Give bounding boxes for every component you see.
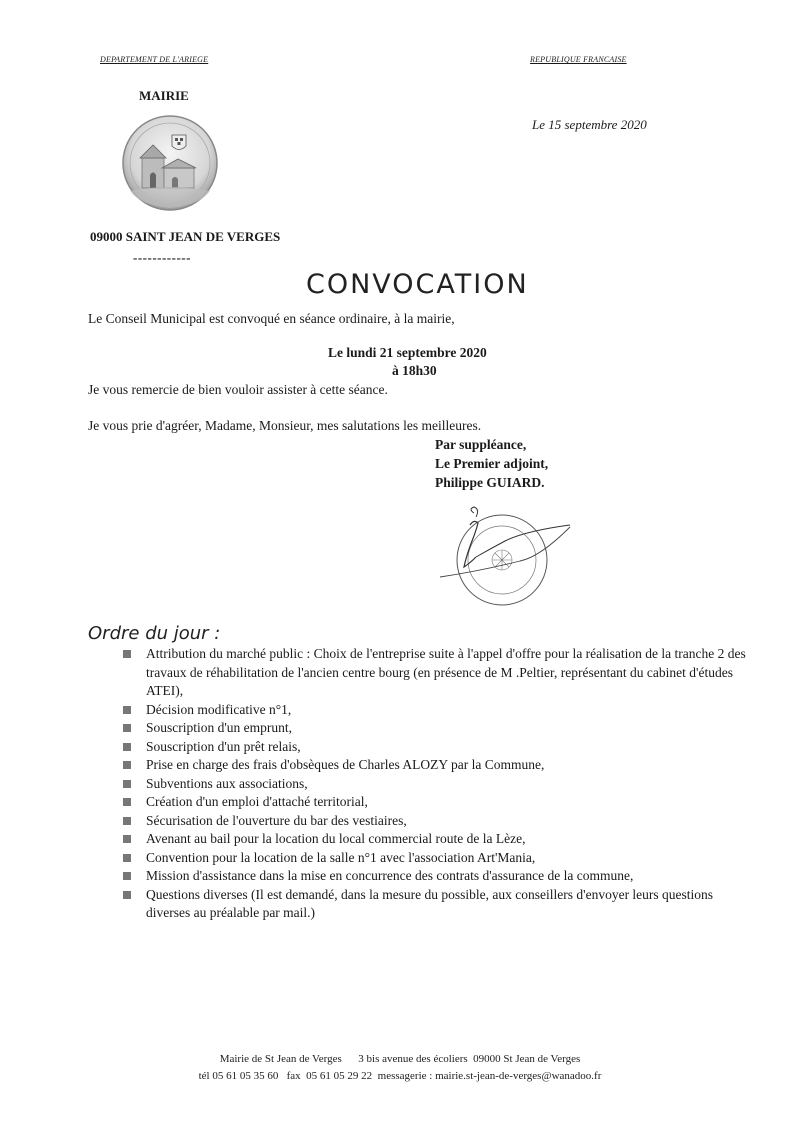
agenda-item: Sécurisation de l'ouverture du bar des vestiaires,	[123, 812, 755, 831]
signature-line-3: Philippe GUIARD.	[435, 475, 545, 490]
square-bullet-icon	[123, 761, 131, 769]
square-bullet-icon	[123, 724, 131, 732]
agenda-item: Attribution du marché public : Choix de l'entreprise suite à l'appel d'offre pour la réalisation de la tranche 2 des travaux de réhabilitation de l'ancien centre bourg (en présence de M .Peltier, représentant du cabinet d'études ATEI),	[123, 645, 755, 701]
square-bullet-icon	[123, 817, 131, 825]
agenda-item: Prise en charge des frais d'obsèques de Charles ALOZY par la Commune,	[123, 756, 755, 775]
square-bullet-icon	[123, 743, 131, 751]
square-bullet-icon	[123, 872, 131, 880]
square-bullet-icon	[123, 706, 131, 714]
agenda-list	[123, 645, 755, 923]
agenda-item: Avenant au bail pour la location du local commercial route de la Lèze,	[123, 830, 755, 849]
mairie-heading: MAIRIE	[139, 88, 189, 103]
agenda-item: Création d'un emploi d'attaché territorial,	[123, 793, 755, 812]
footer-address: Mairie de St Jean de Verges 3 bis avenue des écoliers 09000 St Jean de Verges	[219, 1053, 581, 1065]
document-title: CONVOCATION	[306, 269, 529, 300]
square-bullet-icon	[123, 891, 131, 899]
agenda-item: Décision modificative n°1,	[123, 701, 755, 720]
header-separator: ------------	[133, 250, 191, 265]
republique-label: REPUBLIQUE FRANCAISE	[530, 55, 627, 64]
agenda-item: Mission d'assistance dans la mise en concurrence des contrats d'assurance de la commune,	[123, 867, 755, 886]
square-bullet-icon	[123, 798, 131, 806]
official-stamp-signature	[430, 505, 575, 615]
agenda-item: Souscription d'un emprunt,	[123, 719, 755, 738]
letter-date: Le 15 septembre 2020	[532, 117, 647, 132]
departement-label: DEPARTEMENT DE L'ARIEGE	[100, 55, 209, 64]
agenda-item: Souscription d'un prêt relais,	[123, 738, 755, 757]
square-bullet-icon	[123, 854, 131, 862]
footer-contact: tél 05 61 05 35 60 fax 05 61 05 29 22 messagerie : mairie.st-jean-de-verges@wanadoo.fr	[198, 1070, 602, 1082]
town-seal-logo	[120, 113, 220, 213]
thanks-paragraph: Je vous remercie de bien vouloir assister à cette séance.	[88, 382, 388, 397]
agenda-heading: Ordre du jour :	[88, 623, 221, 644]
square-bullet-icon	[123, 650, 131, 658]
signature-line-2: Le Premier adjoint,	[435, 456, 549, 471]
signature-line-1: Par suppléance,	[435, 437, 527, 452]
square-bullet-icon	[123, 835, 131, 843]
meeting-date: Le lundi 21 septembre 2020	[328, 345, 487, 360]
meeting-time: à 18h30	[392, 363, 437, 378]
agenda-item: Convention pour la location de la salle n°1 avec l'association Art'Mania,	[123, 849, 755, 868]
intro-paragraph: Le Conseil Municipal est convoqué en séance ordinaire, à la mairie,	[88, 311, 455, 326]
agenda-item: Questions diverses (Il est demandé, dans la mesure du possible, aux conseillers d'envoyer leurs questions diverses au préalable par mail.)	[123, 886, 755, 923]
town-address: 09000 SAINT JEAN DE VERGES	[90, 229, 281, 244]
agenda-item: Subventions aux associations,	[123, 775, 755, 794]
square-bullet-icon	[123, 780, 131, 788]
salutation-paragraph: Je vous prie d'agréer, Madame, Monsieur, mes salutations les meilleures.	[88, 418, 482, 433]
